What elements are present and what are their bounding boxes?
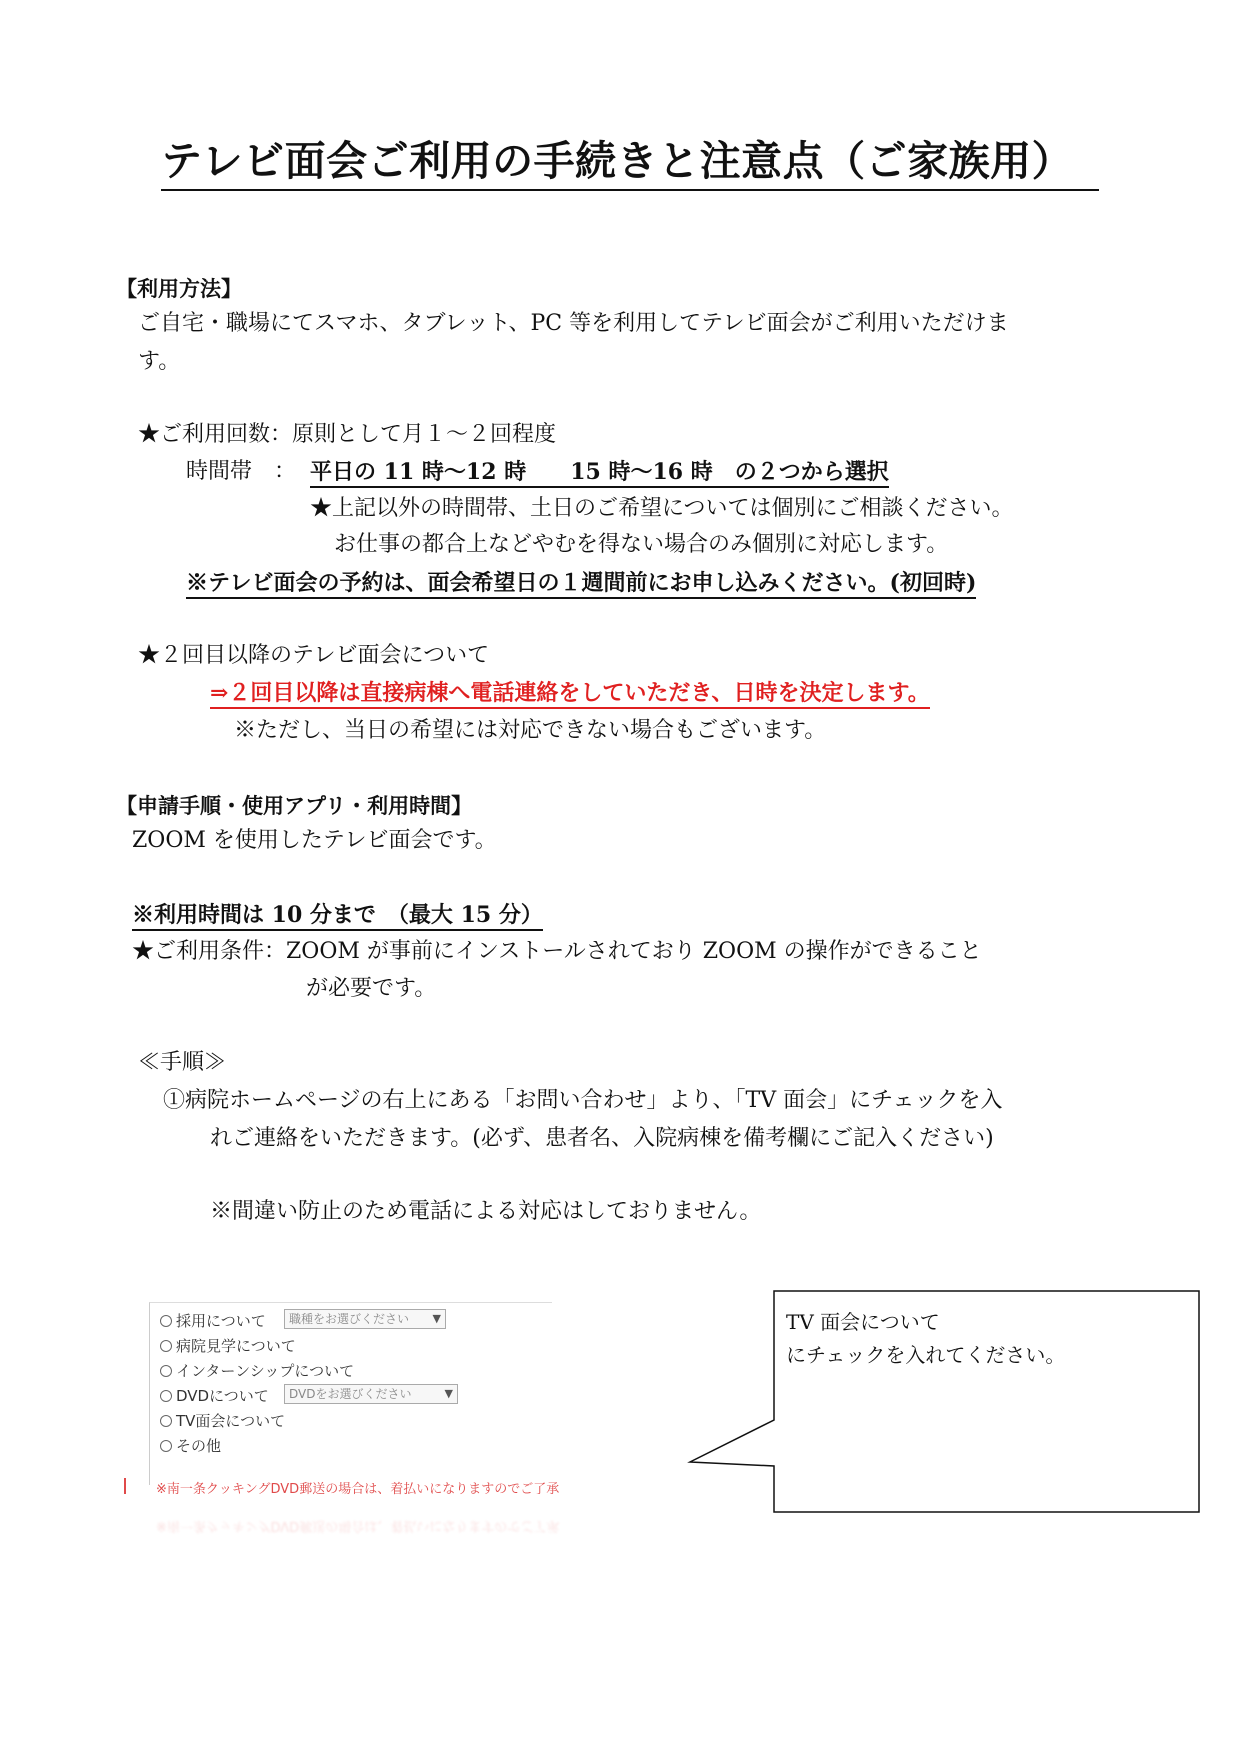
time-value: 平日の 11 時～12 時 15 時～16 時 の２つから選択 [310,459,889,488]
callout-line1: TV 面会について [786,1310,940,1334]
select-dvd[interactable]: DVDをお選びください ▼ [284,1384,458,1404]
radio-icon[interactable] [160,1390,172,1402]
usage-heading: 【利用方法】 [116,277,242,301]
step1-line1: ①病院ホームページの右上にある「お問い合わせ」より、「TV 面会」にチェックを入 [163,1088,1003,1113]
second-visit-heading: ★２回目以降のテレビ面会について [138,643,490,668]
callout-line2: にチェックを入れてください。 [786,1343,1066,1367]
chevron-down-icon: ▼ [444,1387,453,1400]
usage-count: ★ご利用回数：原則として月１～２回程度 [138,422,557,447]
radio-icon[interactable] [160,1365,172,1377]
notice-bar [124,1478,126,1494]
option-hospital-tour[interactable]: 病院見学について [160,1335,296,1356]
option-dvd[interactable]: DVDについて [160,1385,269,1406]
radio-icon[interactable] [160,1340,172,1352]
second-visit-instruction: ⇒２回目以降は直接病棟へ電話連絡をしていただき、日時を決定します。 [210,680,930,709]
dvd-notice-reflection: ※南一条クッキングDVD郵送の場合は、着払いになりますのでご了承 [156,1518,560,1533]
steps-heading: ≪手順≫ [138,1050,227,1075]
condition-line1: ★ご利用条件：ZOOM が事前にインストールされており ZOOM の操作ができること [132,939,982,964]
chevron-down-icon: ▼ [432,1312,441,1325]
step-note: ※間違い防止のため電話による対応はしておりません。 [210,1199,762,1224]
radio-icon[interactable] [160,1440,172,1452]
callout-bubble [686,1290,1200,1520]
form-screenshot [124,1290,560,1590]
reserve-note: ※テレビ面会の予約は、面会希望日の１週間前にお申し込みください。(初回時) [186,570,976,599]
time-label: 時間帯 ： [186,459,297,484]
radio-icon[interactable] [160,1415,172,1427]
option-internship[interactable]: インターンシップについて [160,1360,354,1381]
apply-heading: 【申請手順・使用アプリ・利用時間】 [116,794,473,818]
usage-note1: ★上記以外の時間帯、土日のご希望については個別にご相談ください。 [310,496,1014,521]
option-tv-visit[interactable]: TV面会について [160,1410,285,1431]
page-title: テレビ面会ご利用の手続きと注意点（ご家族用） [161,128,1099,191]
option-recruit[interactable]: 採用について [160,1310,266,1331]
condition-line2: が必要です。 [306,976,437,1001]
dvd-notice: ※南一条クッキングDVD郵送の場合は、着払いになりますのでご了承 [156,1482,560,1497]
select-job[interactable]: 職種をお選びください ▼ [284,1309,446,1329]
usage-intro-line2: す。 [138,349,181,374]
zoom-text: ZOOM を使用したテレビ面会です。 [132,828,497,853]
option-other[interactable]: その他 [160,1435,221,1456]
radio-icon[interactable] [160,1315,172,1327]
step1-line2: れご連絡をいただきます。(必ず、患者名、入院病棟を備考欄にご記入ください) [210,1126,994,1151]
time-limit: ※利用時間は 10 分まで （最大 15 分） [132,902,543,931]
usage-note2: お仕事の都合上などやむを得ない場合のみ個別に対応します。 [334,532,949,557]
usage-intro-line1: ご自宅・職場にてスマホ、タブレット、PC 等を利用してテレビ面会がご利用いただけま [138,311,1009,336]
second-visit-note: ※ただし、当日の希望には対応できない場合もございます。 [234,718,827,743]
